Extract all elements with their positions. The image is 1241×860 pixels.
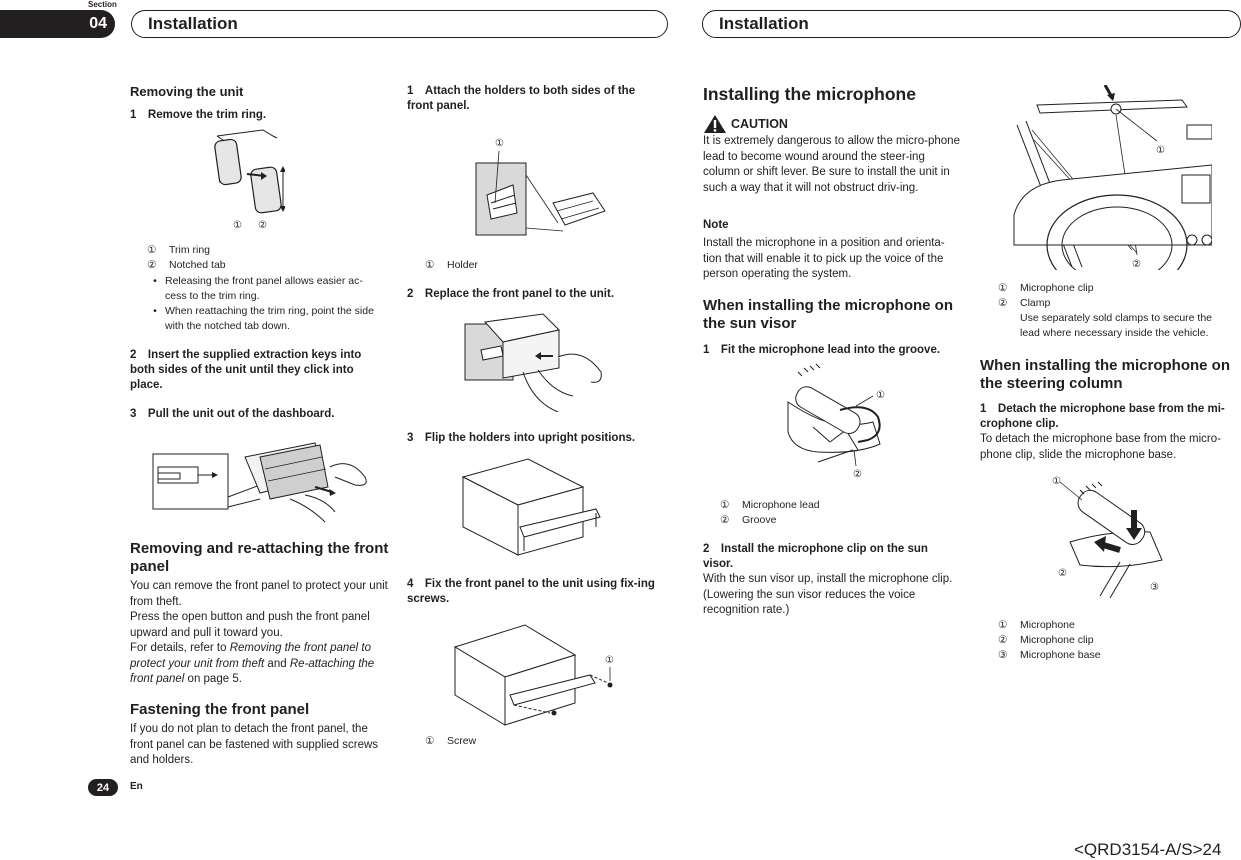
section-label: Section bbox=[88, 0, 117, 9]
note-label: Note bbox=[703, 219, 729, 231]
callout-1: ① bbox=[605, 655, 614, 666]
legend-item: ① Trim ring bbox=[147, 244, 211, 256]
reattach-text: You can remove the front panel to protect your unit from theft. Press the open button and push the front panel upward and pull it toward you. For details, refer to Removing the front panel to protect your unit from theft and Re-attaching the front panel on page 5. bbox=[130, 580, 388, 685]
col2-step4: 4 Fix the front panel to the unit using fix-ing screws. bbox=[407, 578, 655, 605]
upright-holders-figure bbox=[458, 457, 603, 557]
screw-legend bbox=[425, 734, 625, 749]
holder-legend bbox=[425, 258, 625, 273]
col3-step1: 1 Fit the microphone lead into the groove. bbox=[703, 344, 941, 356]
col4-step1-text: To detach the microphone base from the micro-phone clip, slide the microphone base. bbox=[980, 433, 1221, 461]
mic-base-legend bbox=[998, 618, 1228, 663]
section-number-badge: 04 bbox=[0, 10, 115, 38]
caution-text: It is extremely dangerous to allow the micro-phone lead to become wound around the steer-ing column or shift lever. Be sure to install the unit in such a way that it will not obstruct driv-ing. bbox=[703, 135, 960, 194]
col2-step2: 2 Replace the front panel to the unit. bbox=[407, 288, 615, 300]
legend-item: ① Microphone lead bbox=[720, 499, 820, 511]
callout-2: ② bbox=[1058, 568, 1067, 579]
legend-item: ① Holder bbox=[425, 259, 478, 271]
trim-ring-figure bbox=[205, 128, 285, 233]
pull-unit-figure bbox=[150, 437, 375, 527]
mic-lead-legend bbox=[720, 498, 940, 528]
holder-figure bbox=[473, 133, 608, 238]
callout-1: ① bbox=[1156, 145, 1165, 156]
col3-step2: 2 Install the microphone clip on the sun visor. bbox=[703, 543, 928, 570]
legend-item: ① Screw bbox=[425, 735, 477, 747]
clamp-note: Use separately sold clamps to secure the lead where necessary inside the vehicle. bbox=[1020, 312, 1213, 339]
legend-item: ③ Microphone base bbox=[998, 649, 1101, 661]
fasten-text: If you do not plan to detach the front panel, the front panel can be fastened with supplied screws and holders. bbox=[130, 723, 379, 766]
reattach-title: Removing and re-attaching the front panel bbox=[130, 540, 389, 575]
col1-step1: 1 Remove the trim ring. bbox=[130, 109, 267, 121]
mic-lead-figure bbox=[778, 362, 893, 482]
mic-base-figure bbox=[1050, 470, 1175, 600]
legend-item: ② Groove bbox=[720, 514, 777, 526]
page-number-badge: 24 bbox=[88, 779, 118, 796]
replace-panel-figure bbox=[463, 312, 613, 412]
sun-visor-title: When installing the microphone on the sun visor bbox=[703, 297, 953, 332]
fix-screws-figure bbox=[450, 617, 625, 727]
bullet-item: • When reattaching the trim ring, point the side with the notched tab down. bbox=[153, 305, 374, 332]
callout-2: ② bbox=[1132, 259, 1141, 270]
right-header-title: Installation bbox=[702, 10, 1241, 38]
col3-step2-text: With the sun visor up, install the microphone clip. (Lowering the sun visor reduces the voice recognition rate.) bbox=[703, 573, 953, 616]
trim-ring-legend bbox=[147, 243, 387, 273]
legend-item: ② Notched tab bbox=[147, 259, 226, 271]
installing-mic-title: Installing the microphone bbox=[703, 84, 916, 104]
legend-item: ① Microphone clip bbox=[998, 282, 1094, 294]
language-label: En bbox=[130, 781, 143, 792]
col4-step1: 1 Detach the microphone base from the mi-crophone clip. bbox=[980, 403, 1225, 430]
callout-1: ① bbox=[876, 390, 885, 401]
callout-1: ① bbox=[233, 220, 242, 231]
legend-item: ① Microphone bbox=[998, 619, 1075, 631]
callout-1: ① bbox=[495, 138, 504, 149]
callout-1: ① bbox=[1052, 476, 1061, 487]
removing-unit-title: Removing the unit bbox=[130, 84, 244, 99]
callout-2: ② bbox=[853, 469, 862, 480]
col1-step2: 2 Insert the supplied extraction keys into both sides of the unit until they click into place. bbox=[130, 349, 362, 391]
document-code: <QRD3154-A/S>24 bbox=[1074, 840, 1222, 859]
warning-icon bbox=[703, 114, 727, 134]
callout-3: ③ bbox=[1150, 582, 1159, 593]
col2-step1: 1 Attach the holders to both sides of the front panel. bbox=[407, 85, 636, 112]
steering-column-title: When installing the microphone on the steering column bbox=[980, 357, 1230, 392]
legend-item: ② Clamp bbox=[998, 297, 1051, 309]
col2-step3: 3 Flip the holders into upright positions. bbox=[407, 432, 636, 444]
visor-legend bbox=[998, 281, 1228, 341]
legend-item: ② Microphone clip bbox=[998, 634, 1094, 646]
fasten-title: Fastening the front panel bbox=[130, 701, 310, 718]
left-header-title: Installation bbox=[131, 10, 668, 38]
note-text: Install the microphone in a position and orienta-tion that will enable it to pick up the voice of the person operating the system. bbox=[703, 237, 945, 280]
callout-2: ② bbox=[258, 220, 267, 231]
bullet-item: • Releasing the front panel allows easier ac-cess to the trim ring. bbox=[153, 275, 363, 302]
trim-ring-bullets bbox=[145, 274, 380, 334]
col1-step3: 3 Pull the unit out of the dashboard. bbox=[130, 408, 335, 420]
sun-visor-figure bbox=[1012, 85, 1212, 270]
caution-label: CAUTION bbox=[703, 114, 788, 134]
